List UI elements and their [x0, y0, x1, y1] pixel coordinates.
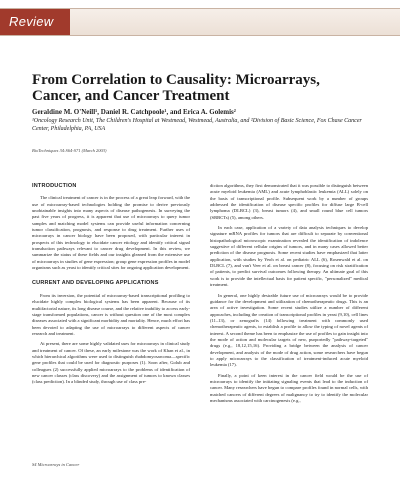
intro-heading: INTRODUCTION: [32, 183, 77, 189]
article-affiliations: ¹Oncology Research Unit, The Children's Hospital at Westmead, Westmead, Australia, and ²Division of Basic Science, Fox Chase Cancer Center, Philadelphia, PA, USA: [32, 118, 362, 132]
article-title: From Correlation to Causality: Microarrays, Cancer, and Cancer Treatment: [32, 72, 320, 104]
col2-paragraph-1: diction algorithms, they first demonstrated that it was possible to distinguish between acute myeloid leukemia (AML) and acute lymphoblastic leukemia (ALL) solely on the basis of transcriptional profile. Subsequent work by a number of groups addressed the identification of disease specific profiles for diffuse large B-cell lymphoma (DLBCL) (3), breast tumors (4), and small round blue cell tumors (SRBCTs) (5), among others.: [210, 183, 368, 220]
intro-paragraph-1: The clinical treatment of cancer is in the process of a great leap forward, with the use of microarray-based technologies holding the promise to derive previously unobtainable insights into many aspects of disease pathogenesis. In surveying the past five years of progress, it is apparent that use of microarrays to query tumor samples and matching model systems can provide useful information concerning tumor classification, prognosis, and response to drug treatment. Further uses of microarrays in cancer biology have been proposed, with particular interest in prospects of this technology to elucidate cancer etiology and identify critical signal transduction pathways relevant to cancer drug development. In this review, we summarize the status of these fields and our insights gleaned from the extensive use of microarrays in studies of gene expression; group gene expression profiles in model organisms such as yeast to identify critical sites for ongoing application development.: [32, 195, 190, 271]
section-label: Review: [0, 9, 70, 35]
section-banner: [0, 8, 400, 36]
page-footer: S4 Microarrays in Cancer: [32, 462, 80, 467]
banner-stripe: [70, 9, 400, 35]
section2-heading: CURRENT AND DEVELOPING APPLICATIONS: [32, 280, 159, 287]
left-column: [32, 183, 190, 390]
right-column: [210, 183, 368, 408]
article-citation: BioTechniques 34:S64-S71 (March 2003): [32, 148, 107, 153]
col2-paragraph-2: In each case, application of a variety of data analysis techniques to develop signature mRNA profiles for tumors that are difficult to separate by conventional histopathological microscopic examination revealed the identification of indolence suggestive of different cellular origins of tumors, and in many cases allowed better prediction of the disease prognosis. Some recent studies have emphasized that latter application, with studies by Yeoh et al. on pediatric ALL (6), Rosenwald et al. on DLBCL (7), and van't Veer et al. on breast cancer (8), focusing on risk stratification of patients, to predict survival outcomes following therapy. An ultimate goal of this work is to provide the intellectual basis for patient specific, "personalized" medical treatment.: [210, 225, 368, 288]
article-authors: Geraldine M. O'Neill¹, Daniel R. Catchpoole¹, and Erica A. Golemis²: [32, 108, 236, 116]
col2-paragraph-4: Finally, a point of keen interest in the cancer field would be the use of microarrays to identify the initiating signaling events that lead to the induction of cancer. Many researchers have begun to compare profiles found in normal cells, with matched cancers of different degrees of malignancy to try to identify the molecular mechanisms associated with carcinogenesis (e.g.,: [210, 372, 368, 403]
section2-paragraph-2: At present, there are some highly validated uses for microarrays in clinical study and treatment of cancer. Of these, an early milestone was the work of Khan et al., in which hierarchical algorithms were used to distinguish rhabdomyosarcoma—specific gene profiles that could be used for diagnostic purposes (1). Soon after, Golub and colleagues (2) successfully applied microarrays to the problems of identification of new cancer classes (class discovery) and the assignment of tumors to known classes (class prediction). In a blinded study, through use of class pre-: [32, 341, 190, 385]
section2-paragraph-1: From its inversion, the potential of microarray-based transcriptional profiling to elucidate highly complex biological systems has been apparent. Because of its multifactorial nature, its long disease course, and the relative inability to access early-stage transformed populations, cancer is without question one of the most complex diseases associated with a significant morbidity and mortality. Hence, much effort has been devoted to adapting the use of microarrays to different aspects of cancer research and treatment.: [32, 292, 190, 336]
col2-paragraph-3: In general, one highly desirable future use of microarrays would be to provide guidance for the development and utilization of chemotherapeutic drugs. This is an area of active investigation. Some recent studies utilize a number of different approaches, including the creation of transcriptional profiles in yeast (9,10), cell lines (11–13), or xenografts (14) following treatment with commonly used chemotherapeutic agents, to establish a profile to allow the typing of novel agents of interest. A second theme has been to emphasize the use of profiles to gain insight into the mode of action and molecular targets of new, purportedly "pathway-targeted" drugs (e.g., 18,12,15,16). Providing a bridge between the analysis of cancer development, and analysis of the mode of drug action, some researchers have begun to apply microarrays to the classification of treatment-induced acute myeloid leukemia (17).: [210, 292, 368, 368]
